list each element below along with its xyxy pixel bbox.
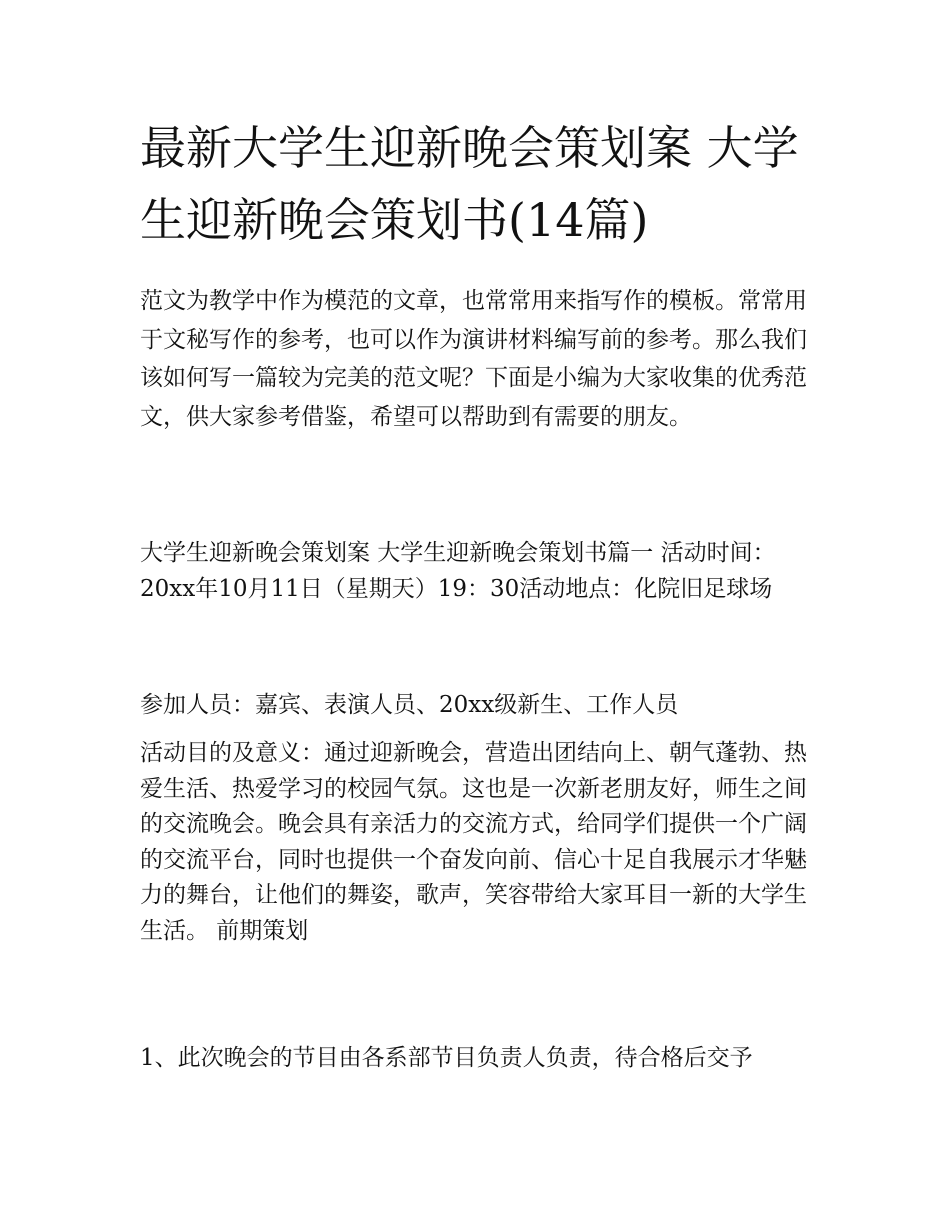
intro-paragraph: 范文为教学中作为模范的文章，也常常用来指写作的模板。常常用于文秘写作的参考，也可以作为演讲材料编写前的参考。那么我们该如何写一篇较为完美的范文呢？下面是小编为大家收集的优秀范文，供大家参考借鉴，希望可以帮助到有需要的朋友。 bbox=[140, 288, 807, 430]
activity-time-place-paragraph: 大学生迎新晚会策划案 大学生迎新晚会策划书篇一 活动时间：20xx年10月11日（星期天）19：30活动地点：化院旧足球场 bbox=[140, 540, 776, 602]
participants-paragraph: 参加人员：嘉宾、表演人员、20xx级新生、工作人员 bbox=[140, 692, 679, 718]
purpose-paragraph: 活动目的及意义：通过迎新晚会，营造出团结向上、朝气蓬勃、热爱生活、热爱学习的校园气氛。这也是一次新老朋友好，师生之间的交流晚会。晚会具有亲活力的交流方式，给同学们提供一个广阔的交流平台，同时也提供一个奋发向前、信心十足自我展示才华魅力的舞台，让他们的舞姿，歌声，笑容带给大家耳目一新的大学生生活。 前期策划 bbox=[140, 740, 807, 944]
document-title: 最新大学生迎新晚会策划案 大学生迎新晚会策划书(14篇) bbox=[140, 121, 799, 247]
planning-item-1: 1、此次晚会的节目由各系部节目负责人负责，待合格后交予 bbox=[140, 1045, 753, 1071]
